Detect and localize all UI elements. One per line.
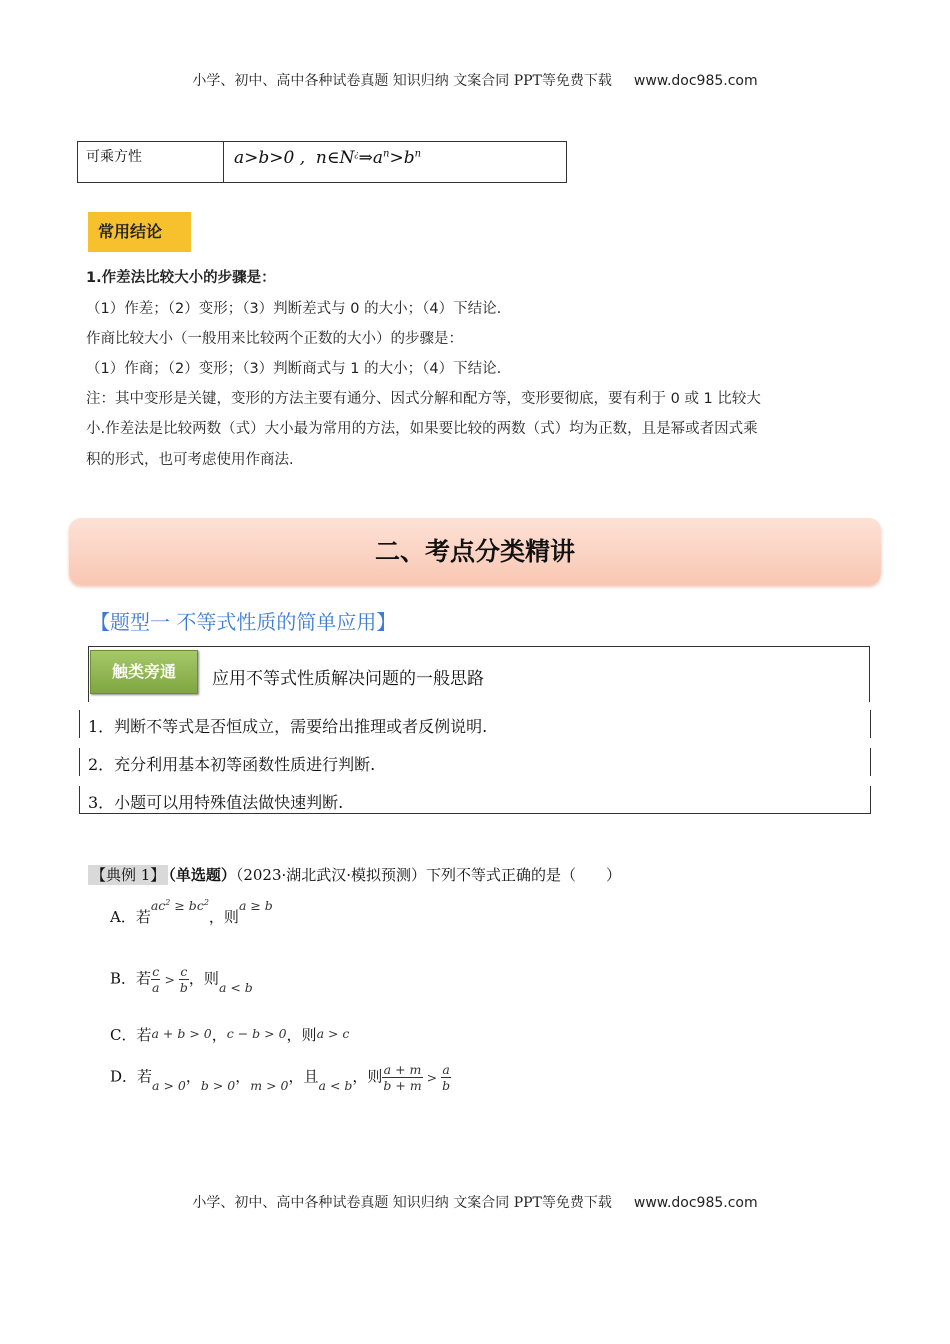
page-footer: [0, 1192, 950, 1212]
conclusion-line-5: 小.作差法是比较两数（式）大小最为常用的方法，如果要比较的两数（式）均为正数，且是幂或者因式乘: [86, 421, 758, 437]
footer-url[interactable]: www.doc985.com: [633, 1195, 758, 1211]
option-a[interactable]: A．若$^{ac^2 \ge bc^2}$，则$^{a \ge b}$: [110, 897, 273, 926]
tips-list: [79, 708, 871, 814]
conclusion-line-4: 注：其中变形是关键，变形的方法主要有通分、因式分解和配方等，变形要彻底，要有利于 0 或 1 比较大: [86, 391, 761, 407]
page-header: [0, 70, 950, 90]
option-b[interactable]: B．若 $\frac{c}{a}$ > $\frac{c}{b}$ ，则$_{a < b}$: [110, 964, 253, 995]
list-item: 2．充分利用基本初等函数性质进行判断.: [79, 748, 871, 776]
footer-text: 小学、初中、高中各种试卷真题 知识归纳 文案合同 PPT等免费下载: [192, 1195, 612, 1211]
example-type: （单选题）: [168, 866, 236, 884]
example-label: 【典例 1】: [88, 865, 168, 885]
tips-tag: 触类旁通: [90, 650, 198, 694]
example-question: （2023·湖北武汉·模拟预测）下列不等式正确的是（ ）: [235, 866, 622, 884]
conclusion-line-2: 作商比较大小（一般用来比较两个正数的大小）的步骤是：: [86, 331, 463, 347]
table-formula: a>b>0 , $n\in N^¿\Rightarrow a^n>b^n$: [234, 148, 422, 168]
conclusion-line-3: （1）作商；（2）变形；（3）判断商式与 1 的大小；（4）下结论.: [86, 361, 502, 377]
conclusion-heading: 1.作差法比较大小的步骤是：: [86, 270, 276, 286]
common-conclusion-tag: 常用结论: [88, 212, 191, 252]
list-item: 3．小题可以用特殊值法做快速判断.: [79, 786, 871, 814]
section-banner: [69, 518, 881, 585]
table-label: 可乘方性: [78, 142, 224, 182]
tips-title: 应用不等式性质解决问题的一般思路: [212, 669, 484, 689]
header-url[interactable]: www.doc985.com: [633, 73, 758, 89]
option-d[interactable]: D．若$_{a > 0}$，$_{b > 0}$，$_{m > 0}$，且$_{a < b}$，则 $\frac{a + m}{b + m}$ > $\frac{a}{b}$: [110, 1062, 451, 1093]
example-stem: [88, 864, 621, 885]
property-table: [77, 141, 567, 183]
option-c[interactable]: C．若a + b > 0，c − b > 0，则a > c: [110, 1026, 350, 1044]
conclusion-line-6: 积的形式，也可考虑使用作商法.: [86, 452, 294, 468]
section-title: 二、考点分类精讲: [374, 537, 575, 566]
conclusion-line-1: （1）作差；（2）变形；（3）判断差式与 0 的大小；（4）下结论.: [86, 301, 502, 317]
header-text: 小学、初中、高中各种试卷真题 知识归纳 文案合同 PPT等免费下载: [192, 73, 612, 89]
list-item: 1．判断不等式是否恒成立，需要给出推理或者反例说明.: [79, 710, 871, 738]
question-type-heading: 【题型一 不等式性质的简单应用】: [90, 610, 397, 634]
